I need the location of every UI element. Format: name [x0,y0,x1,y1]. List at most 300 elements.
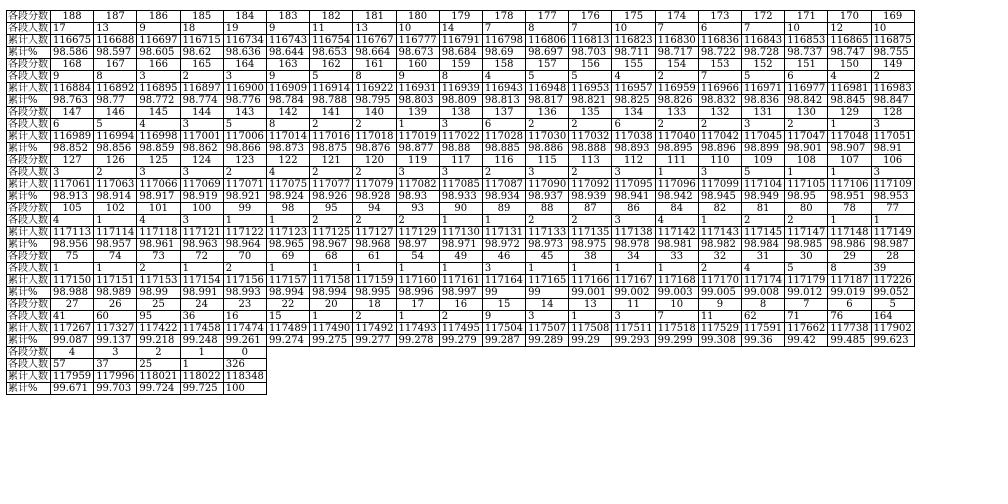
cumulative-percent-cell: 98.978 [612,239,655,251]
score-row-label: 各段分数 [7,251,51,263]
score-cell: 14 [526,299,569,311]
count-cell: 2 [482,167,525,179]
cumulative-count-cell: 117168 [655,275,698,287]
count-cell: 2 [569,167,612,179]
cumulative-count-cell: 117159 [353,275,396,287]
cumulative-count-cell: 116754 [310,35,353,47]
count-row [7,119,915,131]
cumulative-percent-cell: 98.995 [353,287,396,299]
count-cell: 3 [180,119,223,131]
cumulative-percent-cell: 98.914 [94,191,137,203]
score-cell: 128 [871,107,914,119]
cumulative-percent-cell: 98.913 [51,191,94,203]
score-cell: 86 [612,203,655,215]
empty-cell [439,359,482,371]
score-row-label: 各段分数 [7,107,51,119]
score-cell: 10 [655,299,698,311]
score-cell: 136 [526,107,569,119]
cumulative-count-cell: 116939 [439,83,482,95]
score-cell: 187 [94,11,137,23]
count-cell: 57 [51,359,94,371]
cumulative-count-cell: 116813 [569,35,612,47]
cumulative-percent-cell: 99.275 [310,335,353,347]
score-cell: 170 [828,11,871,23]
empty-cell [655,383,698,395]
score-cell: 130 [785,107,828,119]
count-cell: 2 [223,167,266,179]
count-cell: 76 [828,311,871,323]
count-cell: 9 [51,71,94,83]
count-cell: 2 [310,119,353,131]
cumulative-percent-cell: 98.69 [482,47,525,59]
count-cell: 7 [569,23,612,35]
cumulative-count-cell: 117267 [51,323,94,335]
cumulative-percent-cell: 98.817 [526,95,569,107]
score-cell: 188 [51,11,94,23]
cumulative-count-cell: 117147 [785,227,828,239]
count-cell: 2 [569,215,612,227]
count-cell: 4 [137,215,180,227]
empty-cell [439,383,482,395]
cumulative-percent-cell: 99.289 [526,335,569,347]
cumulative-count-cell: 117019 [396,131,439,143]
count-row [7,71,915,83]
count-cell: 4 [742,263,785,275]
score-cell: 117 [439,155,482,167]
cumulative-percent-cell: 99 [526,287,569,299]
empty-cell [526,359,569,371]
cumulative-percent-row-label: 累计% [7,287,51,299]
count-cell: 2 [396,215,439,227]
score-cell: 20 [310,299,353,311]
score-cell: 150 [828,59,871,71]
cumulative-count-cell: 116830 [655,35,698,47]
cumulative-percent-cell: 98.91 [871,143,914,155]
cumulative-count-cell: 116922 [353,83,396,95]
cumulative-percent-cell: 98.684 [439,47,482,59]
score-cell: 165 [180,59,223,71]
score-cell: 143 [223,107,266,119]
cumulative-count-cell: 117040 [655,131,698,143]
count-cell: 10 [871,23,914,35]
cumulative-count-cell: 117048 [828,131,871,143]
cumulative-percent-cell: 98.994 [266,287,309,299]
cumulative-count-cell: 116959 [655,83,698,95]
score-cell: 98 [266,203,309,215]
count-cell: 4 [266,167,309,179]
empty-cell [396,383,439,395]
score-cell: 185 [180,11,223,23]
cumulative-count-cell: 116977 [785,83,828,95]
count-cell: 4 [137,119,180,131]
cumulative-count-cell: 116895 [137,83,180,95]
count-cell: 60 [94,311,137,323]
empty-cell [353,359,396,371]
cumulative-count-cell: 116966 [698,83,741,95]
cumulative-count-row-label: 累计人数 [7,35,51,47]
count-cell: 164 [871,311,914,323]
count-row [7,263,915,275]
score-cell: 101 [137,203,180,215]
count-cell: 36 [180,311,223,323]
cumulative-percent-cell: 98.984 [742,239,785,251]
cumulative-count-cell: 116853 [785,35,828,47]
cumulative-count-cell: 116943 [482,83,525,95]
count-cell: 6 [698,23,741,35]
count-cell: 5 [223,119,266,131]
count-cell: 9 [396,71,439,83]
score-row [7,203,915,215]
count-cell: 3 [612,215,655,227]
score-cell: 173 [698,11,741,23]
cumulative-percent-cell: 99.008 [742,287,785,299]
count-cell: 39 [871,263,914,275]
score-cell: 16 [439,299,482,311]
score-cell: 100 [180,203,223,215]
score-cell: 15 [482,299,525,311]
count-cell: 7 [742,23,785,35]
count-cell: 3 [439,167,482,179]
cumulative-count-cell: 117145 [742,227,785,239]
cumulative-percent-cell: 98.937 [526,191,569,203]
cumulative-count-cell: 116884 [51,83,94,95]
cumulative-percent-cell: 98.885 [482,143,525,155]
count-cell: 8 [353,71,396,83]
score-cell: 139 [396,107,439,119]
cumulative-count-cell: 117071 [223,179,266,191]
cumulative-percent-cell: 99.485 [828,335,871,347]
cumulative-count-cell: 117096 [655,179,698,191]
cumulative-count-cell: 117511 [612,323,655,335]
count-cell: 13 [94,23,137,35]
cumulative-count-cell: 117109 [871,179,914,191]
count-cell: 2 [569,119,612,131]
cumulative-count-cell: 116806 [526,35,569,47]
score-cell: 115 [526,155,569,167]
empty-cell [396,359,439,371]
cumulative-percent-cell: 98.809 [439,95,482,107]
count-cell: 4 [655,215,698,227]
cumulative-count-row [7,323,915,335]
score-cell: 105 [51,203,94,215]
cumulative-percent-cell: 98.97 [396,239,439,251]
cumulative-count-cell: 117118 [137,227,180,239]
count-cell: 2 [742,215,785,227]
count-cell: 1 [51,263,94,275]
count-cell: 12 [828,23,871,35]
cumulative-percent-cell: 98.971 [439,239,482,251]
score-cell: 80 [785,203,828,215]
cumulative-percent-cell: 98.967 [310,239,353,251]
count-cell: 11 [310,23,353,35]
count-row [7,311,915,323]
cumulative-count-cell: 117038 [612,131,655,143]
score-cell: 112 [612,155,655,167]
cumulative-percent-cell: 99.724 [137,383,180,395]
score-cell: 174 [655,11,698,23]
cumulative-percent-cell: 99.003 [655,287,698,299]
cumulative-percent-cell: 99.019 [828,287,871,299]
count-cell: 25 [137,359,180,371]
empty-cell [482,371,525,383]
score-cell: 125 [137,155,180,167]
score-cell: 38 [569,251,612,263]
cumulative-percent-cell: 99.671 [51,383,94,395]
count-row-label: 各段人数 [7,119,51,131]
cumulative-count-row [7,275,915,287]
cumulative-count-cell: 117150 [51,275,94,287]
count-cell: 9 [266,71,309,83]
cumulative-percent-row [7,239,915,251]
score-cell: 99 [223,203,266,215]
count-cell: 1 [569,263,612,275]
score-cell: 74 [94,251,137,263]
count-cell: 7 [482,23,525,35]
count-cell: 3 [482,263,525,275]
cumulative-count-cell: 116791 [439,35,482,47]
score-cell: 93 [396,203,439,215]
score-cell: 18 [353,299,396,311]
cumulative-percent-cell: 99.278 [396,335,439,347]
cumulative-percent-cell: 99.725 [180,383,223,395]
cumulative-percent-cell: 99.29 [569,335,612,347]
cumulative-percent-cell: 99.308 [698,335,741,347]
score-cell: 182 [310,11,353,23]
score-cell: 75 [51,251,94,263]
score-cell: 81 [742,203,785,215]
cumulative-percent-cell: 98.813 [482,95,525,107]
cumulative-percent-cell: 98.996 [396,287,439,299]
empty-cell [482,359,525,371]
empty-cell [785,347,828,359]
cumulative-count-cell: 116777 [396,35,439,47]
score-cell: 28 [871,251,914,263]
empty-cell [785,383,828,395]
cumulative-count-cell: 117087 [482,179,525,191]
cumulative-percent-cell: 98.597 [94,47,137,59]
count-cell: 2 [655,119,698,131]
cumulative-count-cell: 117165 [526,275,569,287]
cumulative-count-cell: 117082 [396,179,439,191]
cumulative-percent-cell: 98.965 [266,239,309,251]
score-cell: 111 [655,155,698,167]
cumulative-percent-cell: 98.722 [698,47,741,59]
cumulative-percent-row-label: 累计% [7,239,51,251]
cumulative-percent-cell: 98.717 [655,47,698,59]
cumulative-count-cell: 117170 [698,275,741,287]
count-row-label: 各段人数 [7,71,51,83]
count-cell: 17 [51,23,94,35]
score-cell: 129 [828,107,871,119]
count-cell: 5 [742,167,785,179]
cumulative-count-cell: 117130 [439,227,482,239]
score-cell: 135 [569,107,612,119]
score-cell: 126 [94,155,137,167]
score-cell: 22 [266,299,309,311]
empty-cell [396,347,439,359]
count-cell: 2 [94,167,137,179]
count-cell: 13 [353,23,396,35]
cumulative-percent-cell: 98.963 [180,239,223,251]
score-cell: 157 [526,59,569,71]
count-cell: 2 [785,215,828,227]
count-cell: 1 [655,263,698,275]
cumulative-percent-cell: 98.901 [785,143,828,155]
cumulative-percent-cell: 98.989 [94,287,137,299]
score-cell: 69 [266,251,309,263]
cumulative-percent-cell: 98.653 [310,47,353,59]
count-cell: 1 [655,167,698,179]
cumulative-percent-cell: 98.942 [655,191,698,203]
count-cell: 6 [785,71,828,83]
cumulative-percent-cell: 98.934 [482,191,525,203]
cumulative-count-cell: 116734 [223,35,266,47]
empty-cell [310,347,353,359]
score-cell: 151 [785,59,828,71]
score-cell: 95 [310,203,353,215]
score-cell: 54 [396,251,439,263]
score-cell: 77 [871,203,914,215]
cumulative-percent-cell: 99.087 [51,335,94,347]
score-cell: 171 [785,11,828,23]
cumulative-percent-cell: 98.93 [396,191,439,203]
cumulative-count-cell: 116843 [742,35,785,47]
cumulative-count-cell: 116971 [742,83,785,95]
score-cell: 110 [698,155,741,167]
score-cell: 31 [742,251,785,263]
cumulative-percent-cell: 98.852 [51,143,94,155]
score-row [7,11,915,23]
cumulative-count-cell: 117123 [266,227,309,239]
count-cell: 1 [569,311,612,323]
cumulative-percent-cell: 98.956 [51,239,94,251]
count-cell: 3 [396,167,439,179]
score-cell: 127 [51,155,94,167]
cumulative-count-cell: 116892 [94,83,137,95]
score-cell: 177 [526,11,569,23]
cumulative-count-row-label: 累计人数 [7,131,51,143]
empty-cell [612,371,655,383]
score-cell: 87 [569,203,612,215]
score-cell: 108 [785,155,828,167]
cumulative-count-cell: 117135 [569,227,612,239]
cumulative-count-cell: 117489 [266,323,309,335]
count-cell: 1 [310,263,353,275]
count-cell: 6 [482,119,525,131]
empty-cell [526,347,569,359]
count-cell: 1 [353,263,396,275]
count-row-label: 各段人数 [7,23,51,35]
cumulative-count-row-label: 累计人数 [7,323,51,335]
cumulative-count-cell: 117160 [396,275,439,287]
empty-cell [266,383,309,395]
cumulative-percent-cell: 99.261 [223,335,266,347]
cumulative-percent-cell: 98.981 [655,239,698,251]
cumulative-count-cell: 116931 [396,83,439,95]
count-cell: 2 [655,71,698,83]
count-cell: 1 [698,215,741,227]
score-cell: 161 [353,59,396,71]
cumulative-percent-cell: 98.862 [180,143,223,155]
cumulative-count-cell: 117508 [569,323,612,335]
cumulative-percent-cell: 98.856 [94,143,137,155]
cumulative-percent-cell: 98.997 [439,287,482,299]
cumulative-percent-cell: 98.636 [223,47,266,59]
cumulative-count-cell: 117179 [785,275,828,287]
cumulative-count-cell: 117529 [698,323,741,335]
cumulative-percent-cell: 98.924 [266,191,309,203]
count-cell: 3 [137,167,180,179]
score-cell: 13 [569,299,612,311]
cumulative-count-cell: 117158 [310,275,353,287]
cumulative-percent-cell: 98.774 [180,95,223,107]
empty-cell [742,371,785,383]
cumulative-count-cell: 117030 [526,131,569,143]
cumulative-percent-cell: 98.888 [569,143,612,155]
count-row-label: 各段人数 [7,263,51,275]
score-cell: 137 [482,107,525,119]
count-cell: 11 [698,311,741,323]
cumulative-percent-row-label: 累计% [7,383,51,395]
count-cell: 5 [310,71,353,83]
cumulative-percent-cell: 98.847 [871,95,914,107]
cumulative-percent-cell: 98.832 [698,95,741,107]
cumulative-percent-cell: 98.711 [612,47,655,59]
cumulative-percent-cell: 98.982 [698,239,741,251]
cumulative-count-cell: 117474 [223,323,266,335]
count-cell: 326 [223,359,266,371]
cumulative-percent-cell: 99.012 [785,287,828,299]
cumulative-count-cell: 116715 [180,35,223,47]
cumulative-count-cell: 117495 [439,323,482,335]
empty-cell [612,359,655,371]
count-cell: 8 [828,263,871,275]
cumulative-percent-cell: 98.953 [871,191,914,203]
count-cell: 2 [871,71,914,83]
cumulative-percent-cell: 99.005 [698,287,741,299]
cumulative-percent-cell: 98.755 [871,47,914,59]
score-cell: 68 [310,251,353,263]
score-cell: 162 [310,59,353,71]
count-cell: 1 [396,263,439,275]
count-cell: 2 [439,311,482,323]
count-cell: 37 [94,359,137,371]
score-cell: 17 [396,299,439,311]
score-cell: 132 [698,107,741,119]
cumulative-percent-cell: 98.586 [51,47,94,59]
count-cell: 1 [94,263,137,275]
count-cell: 5 [526,71,569,83]
cumulative-count-cell: 116948 [526,83,569,95]
cumulative-count-cell: 117090 [526,179,569,191]
cumulative-count-cell: 117133 [526,227,569,239]
score-cell: 156 [569,59,612,71]
cumulative-percent-cell: 98.951 [828,191,871,203]
score-cell: 184 [223,11,266,23]
cumulative-percent-row-label: 累计% [7,335,51,347]
empty-cell [698,359,741,371]
cumulative-count-cell: 116981 [828,83,871,95]
score-cell: 29 [828,251,871,263]
count-cell: 95 [137,311,180,323]
empty-cell [266,359,309,371]
score-cell: 147 [51,107,94,119]
cumulative-count-cell: 116994 [94,131,137,143]
cumulative-count-cell: 117591 [742,323,785,335]
cumulative-percent-cell: 98.728 [742,47,785,59]
cumulative-count-row [7,83,915,95]
cumulative-count-cell: 117006 [223,131,266,143]
